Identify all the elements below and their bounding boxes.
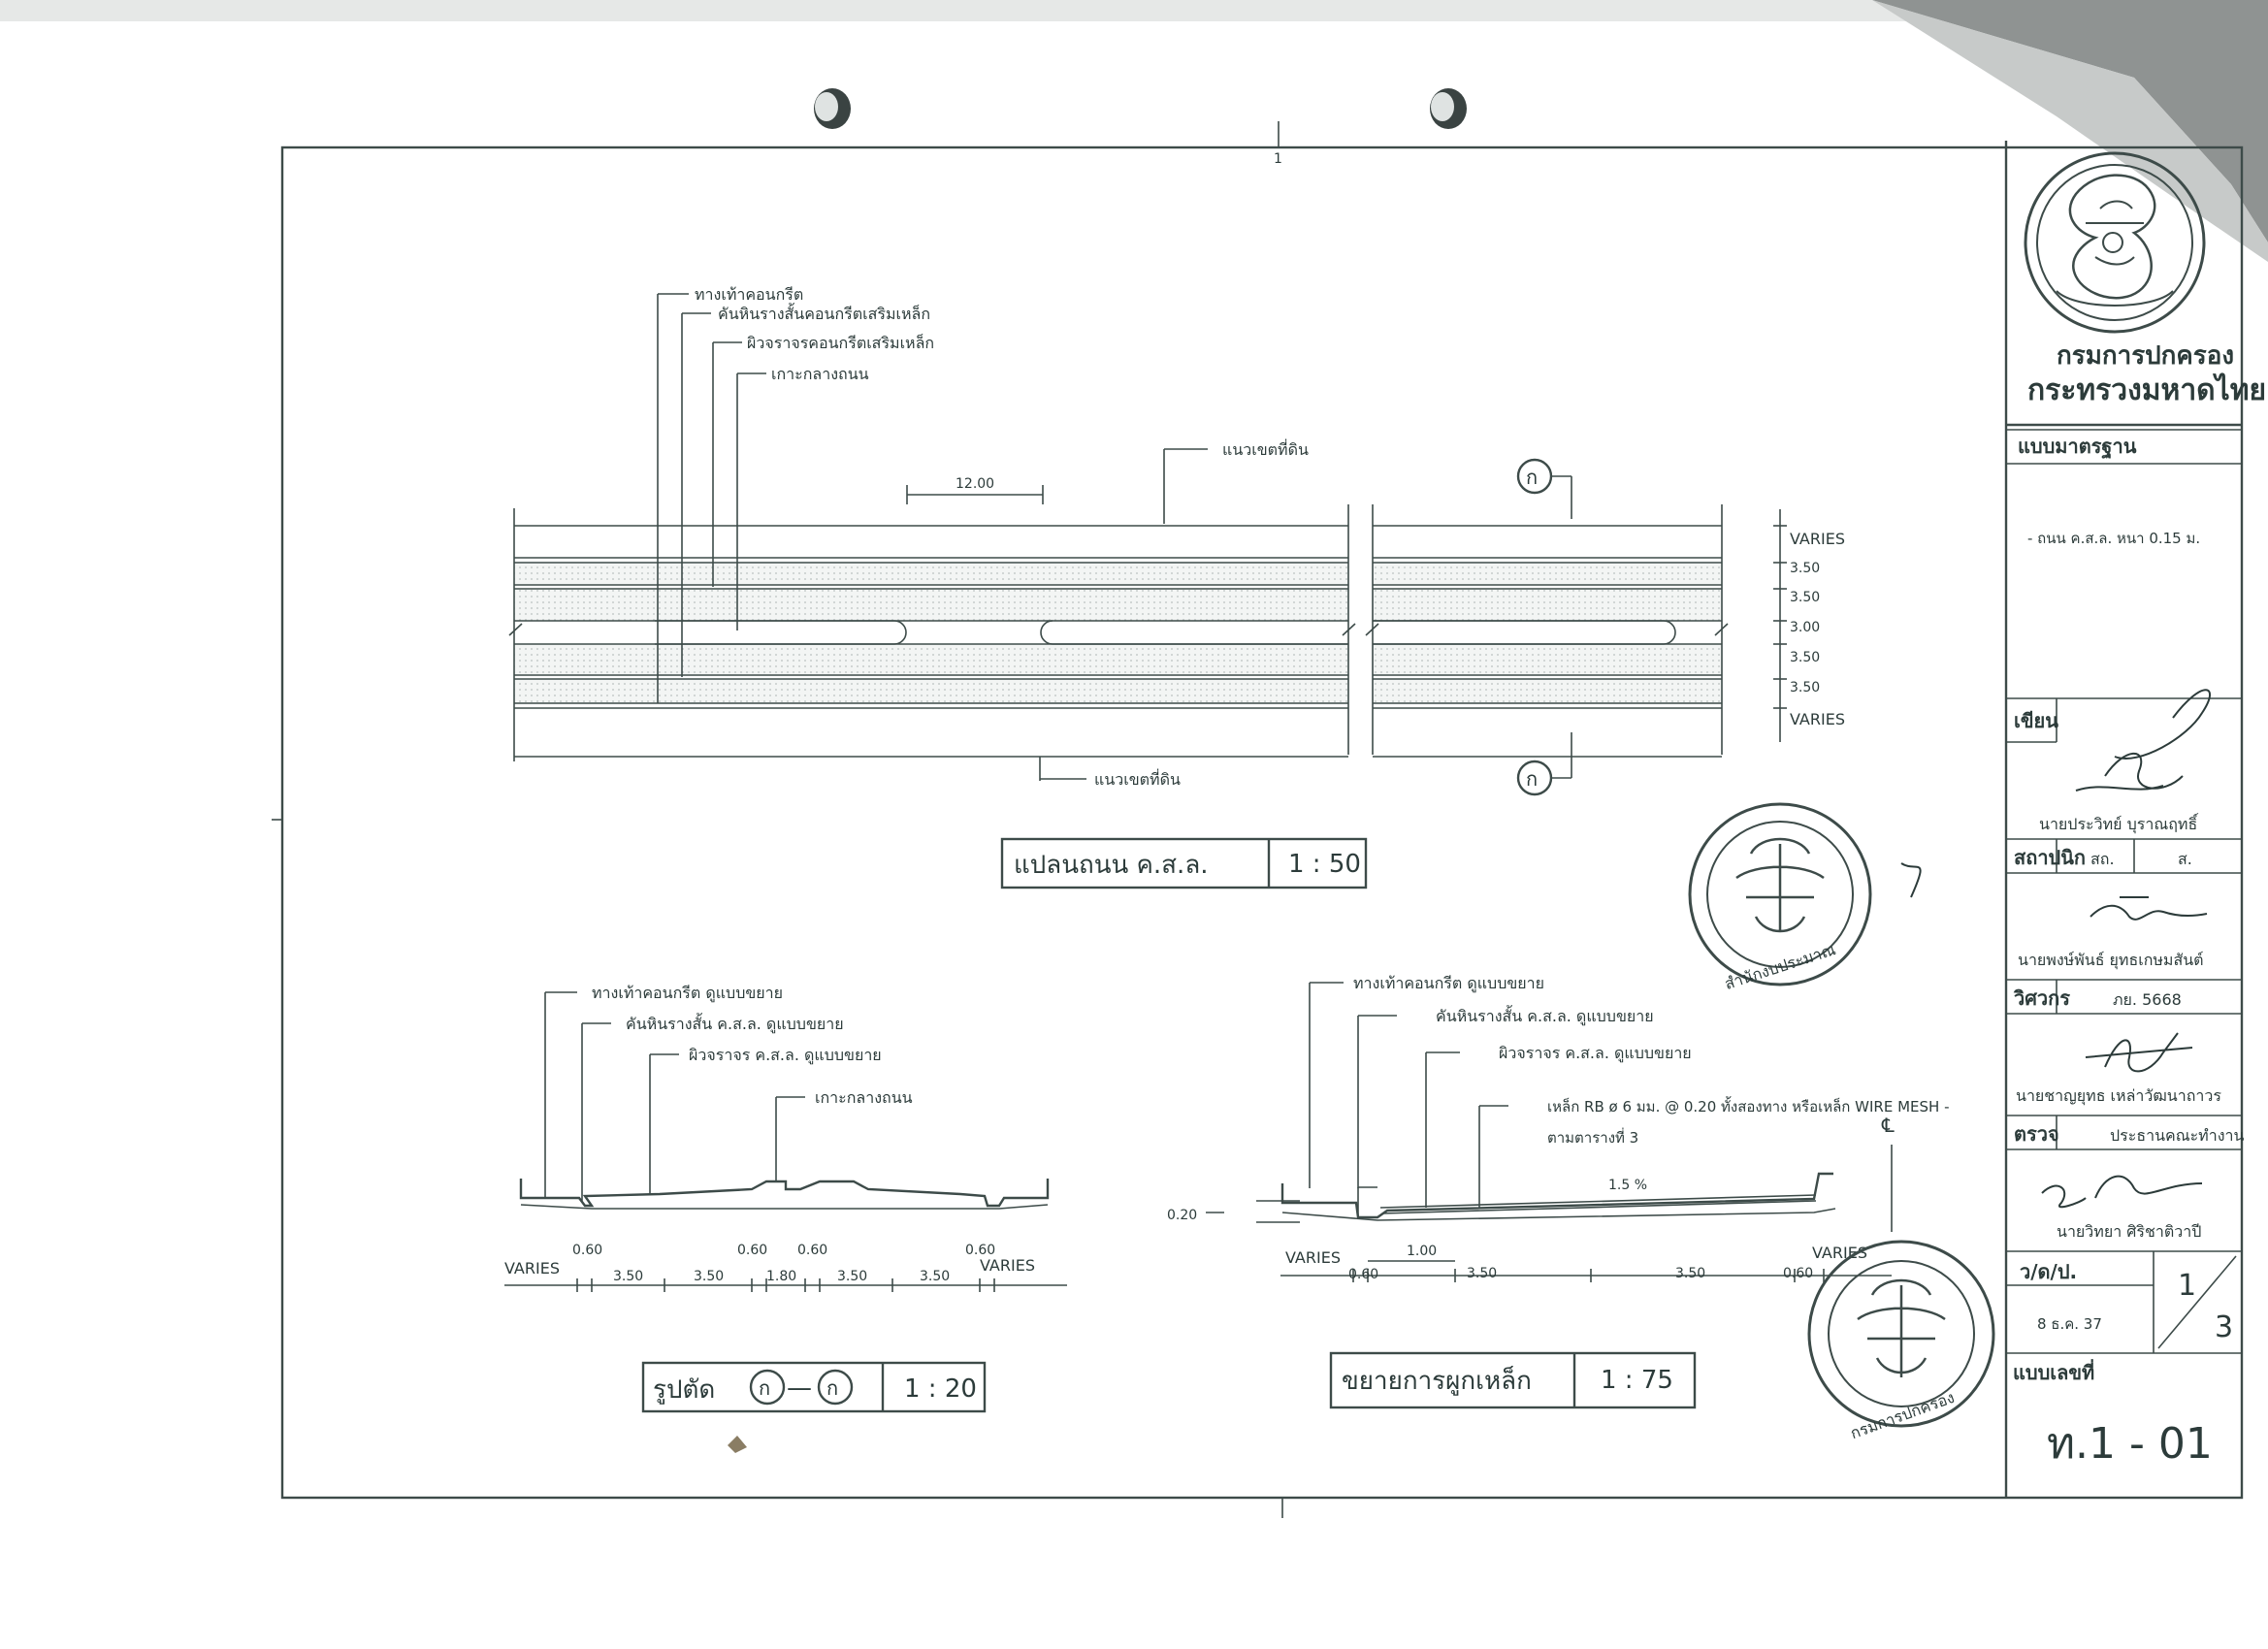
engineer-license: ภย. 5668 xyxy=(2113,990,2182,1009)
detail-callout: ผิวจราจร ค.ส.ล. ดูแบบขยาย xyxy=(1499,1044,1692,1062)
section-dim-lower: 3.50 xyxy=(920,1269,951,1284)
callout-curb-gutter: คันหินรางสั้นคอนกรีตเสริมเหล็ก xyxy=(718,305,931,323)
dopa-stamp-text: กรมการปกครอง xyxy=(1847,1387,1958,1443)
architect-abbr-2: ส. xyxy=(2178,850,2192,868)
detail-rebar-spec: เหล็ก RB ø 6 มม. @ 0.20 ทั้งสองทาง หรือเหล็ก WIRE MESH - xyxy=(1547,1098,1950,1116)
checked-name: นายวิทยา ศิริชาติวาปี xyxy=(2057,1222,2202,1241)
section-dim-upper: 0.60 xyxy=(572,1243,603,1258)
section-callout: ผิวจราจร ค.ส.ล. ดูแบบขยาย xyxy=(689,1046,882,1064)
section-scale: 1 : 20 xyxy=(904,1374,977,1404)
section-callout: เกาะกลางถนน xyxy=(815,1088,913,1107)
checked-role: ประธานคณะทำงาน xyxy=(2110,1126,2245,1145)
detail-scale: 1 : 75 xyxy=(1601,1366,1673,1395)
binder-hole-icon xyxy=(1430,88,1467,129)
callout-concrete-sidewalk: ทางเท้าคอนกรีต xyxy=(695,285,804,304)
standard-label: แบบมาตรฐาน xyxy=(2018,435,2137,458)
section-dim-upper: 0.60 xyxy=(737,1243,768,1258)
drawing-description: - ถนน ค.ส.ล. หนา 0.15 ม. xyxy=(2027,530,2201,547)
section-title-dash: — xyxy=(787,1374,812,1403)
detail-dim: VARIES xyxy=(1285,1248,1341,1267)
detail-slope: 1.5 % xyxy=(1608,1178,1648,1193)
section-callout: ทางเท้าคอนกรีต ดูแบบขยาย xyxy=(592,984,784,1002)
callout-boundary-bottom: แนวเขตที่ดิน xyxy=(1094,770,1181,789)
detail-callout: ทางเท้าคอนกรีต ดูแบบขยาย xyxy=(1353,974,1545,992)
budget-office-stamp-text: สำนักงบประมาณ xyxy=(1722,940,1838,994)
detail-title: ขยายการผูกเหล็ก xyxy=(1342,1367,1532,1396)
binder-hole-icon xyxy=(814,88,851,129)
sheet-top-number: 1 xyxy=(1274,151,1282,167)
detail-dim: 3.50 xyxy=(1675,1266,1706,1281)
plan-scale: 1 : 50 xyxy=(1288,850,1361,879)
org-name-2: กระทรวงมหาดไทย xyxy=(2027,373,2267,407)
drawn-name: นายประวิทย์ บุราณฤทธิ์ xyxy=(2039,815,2198,833)
detail-dim: VARIES xyxy=(1812,1244,1867,1262)
section-dim-lower: VARIES xyxy=(504,1259,560,1277)
section-marker-top-label: ก xyxy=(1526,466,1539,489)
plan-side-dim: 3.50 xyxy=(1790,590,1821,605)
section-dim-upper: 0.60 xyxy=(797,1243,828,1258)
section-marker-bottom-label: ก xyxy=(1526,767,1539,791)
date-label: ว/ด/ป. xyxy=(2020,1260,2078,1283)
plan-side-dim: VARIES xyxy=(1790,530,1845,548)
centerline-symbol: ℄ xyxy=(1882,1114,1895,1137)
dim-12: 12.00 xyxy=(956,476,995,492)
plan-side-dim: 3.50 xyxy=(1790,561,1821,576)
date-value: 8 ธ.ค. 37 xyxy=(2037,1315,2102,1333)
section-dim-lower: 3.50 xyxy=(613,1269,644,1284)
engineer-label: วิศวกร xyxy=(2014,986,2071,1010)
drawing-number-label: แบบเลขที่ xyxy=(2013,1361,2095,1384)
section-callout: คันหินรางสั้น ค.ส.ล. ดูแบบขยาย xyxy=(626,1015,844,1033)
section-dim-lower: 3.50 xyxy=(837,1269,868,1284)
detail-rebar-spec-2: ตามตารางที่ 3 xyxy=(1547,1129,1639,1147)
section-mark-b: ก xyxy=(826,1376,839,1400)
detail-callout: คันหินรางสั้น ค.ส.ล. ดูแบบขยาย xyxy=(1436,1007,1654,1025)
detail-dim: 3.50 xyxy=(1467,1266,1498,1281)
detail-dim: 0.60 xyxy=(1783,1266,1814,1281)
detail-dim: 0.60 xyxy=(1348,1267,1379,1282)
checked-label: ตรวจ xyxy=(2014,1122,2059,1146)
architect-name: นายพงษ์พันธ์ ยุทธเกษมสันต์ xyxy=(2018,951,2204,969)
plan-side-dim: VARIES xyxy=(1790,710,1845,728)
org-name-1: กรมการปกครอง xyxy=(2057,341,2235,371)
callout-pavement: ผิวจราจรคอนกรีตเสริมเหล็ก xyxy=(747,334,935,352)
engineer-name: นายชาญยุทธ เหล่าวัฒนาถาวร xyxy=(2016,1086,2221,1105)
plan-side-dim: 3.50 xyxy=(1790,650,1821,665)
sheet-total: 3 xyxy=(2215,1310,2234,1344)
detail-thickness: 0.20 xyxy=(1167,1208,1198,1223)
section-title: รูปตัด xyxy=(653,1375,716,1405)
section-mark-a: ก xyxy=(759,1376,771,1400)
section-dim-lower: 1.80 xyxy=(766,1269,797,1284)
callout-median: เกาะกลางถนน xyxy=(771,365,869,383)
architect-label: สถาปนิก xyxy=(2014,846,2087,869)
plan-title: แปลนถนน ค.ส.ล. xyxy=(1014,851,1209,880)
plan-side-dim: 3.00 xyxy=(1790,620,1821,635)
sheet-number: 1 xyxy=(2178,1269,2197,1303)
section-dim-lower: 3.50 xyxy=(694,1269,725,1284)
detail-dim: 1.00 xyxy=(1407,1244,1438,1259)
plan-side-dim: 3.50 xyxy=(1790,680,1821,695)
drawing-number: ท.1 - 01 xyxy=(2047,1419,2213,1469)
drawn-label: เขียน xyxy=(2014,709,2058,732)
section-dim-upper: 0.60 xyxy=(965,1243,996,1258)
section-dim-lower: VARIES xyxy=(980,1256,1035,1275)
callout-boundary-top: แนวเขตที่ดิน xyxy=(1222,440,1309,459)
architect-abbr-1: สถ. xyxy=(2090,850,2115,868)
